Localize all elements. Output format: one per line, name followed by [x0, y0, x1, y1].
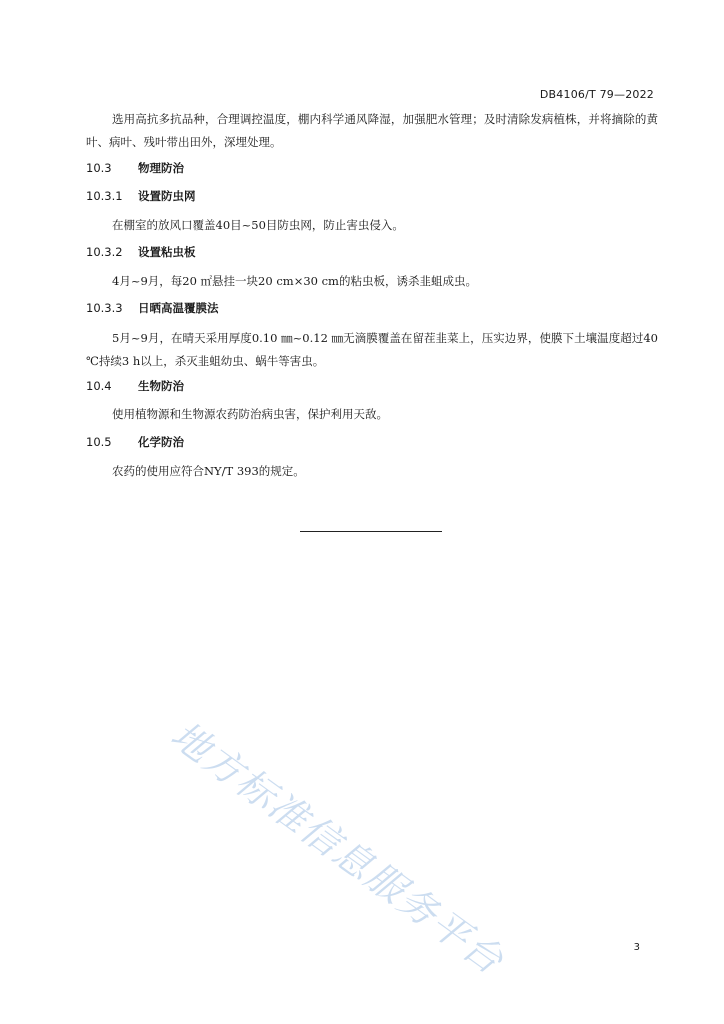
section-number: 10.3 — [86, 161, 112, 175]
section-paragraph: 5月~9月，在晴天采用厚度0.10 ㎜~0.12 ㎜无滴膜覆盖在留茬韭菜上，压实边界，使膜下土壤温度超过40 ℃持续3 h以上，杀灭韭蛆幼虫、蜗牛等害虫。 — [86, 331, 658, 368]
section-title: 日晒高温覆膜法 — [138, 301, 219, 315]
document-code: DB4106/T 79—2022 — [539, 88, 654, 101]
section-number: 10.3.2 — [86, 245, 123, 259]
section-number: 10.3.1 — [86, 189, 123, 203]
end-of-text-rule — [300, 531, 442, 532]
section-paragraph: 在棚室的放风口覆盖40目~50目防虫网，防止害虫侵入。 — [112, 218, 404, 232]
section-heading-10-3-1 — [86, 188, 196, 204]
section-heading-10-3-3 — [86, 300, 219, 316]
section-heading-10-3-2 — [86, 244, 196, 260]
section-paragraph: 使用植物源和生物源农药防治病虫害，保护利用天敌。 — [112, 407, 388, 421]
section-paragraph: 农药的使用应符合NY/T 393的规定。 — [112, 464, 305, 478]
intro-paragraph: 选用高抗多抗品种，合理调控温度，棚内科学通风降湿，加强肥水管理；及时清除发病植株，并将摘除的黄叶、病叶、残叶带出田外，深埋处理。 — [86, 112, 658, 149]
section-number: 10.5 — [86, 435, 112, 449]
watermark: 地方标准信息服务平台 — [163, 712, 513, 984]
section-heading-10-3 — [86, 160, 184, 176]
section-title: 生物防治 — [138, 379, 184, 393]
page-number: 3 — [633, 942, 640, 953]
section-title: 物理防治 — [138, 161, 184, 175]
section-heading-10-4 — [86, 378, 184, 394]
section-paragraph: 4月~9月，每20 ㎡悬挂一块20 cm×30 cm的粘虫板，诱杀韭蛆成虫。 — [112, 274, 477, 288]
section-number: 10.3.3 — [86, 301, 123, 315]
section-title: 设置粘虫板 — [138, 245, 196, 259]
section-number: 10.4 — [86, 379, 112, 393]
section-title: 化学防治 — [138, 435, 184, 449]
section-title: 设置防虫网 — [138, 189, 196, 203]
section-heading-10-5 — [86, 434, 184, 450]
